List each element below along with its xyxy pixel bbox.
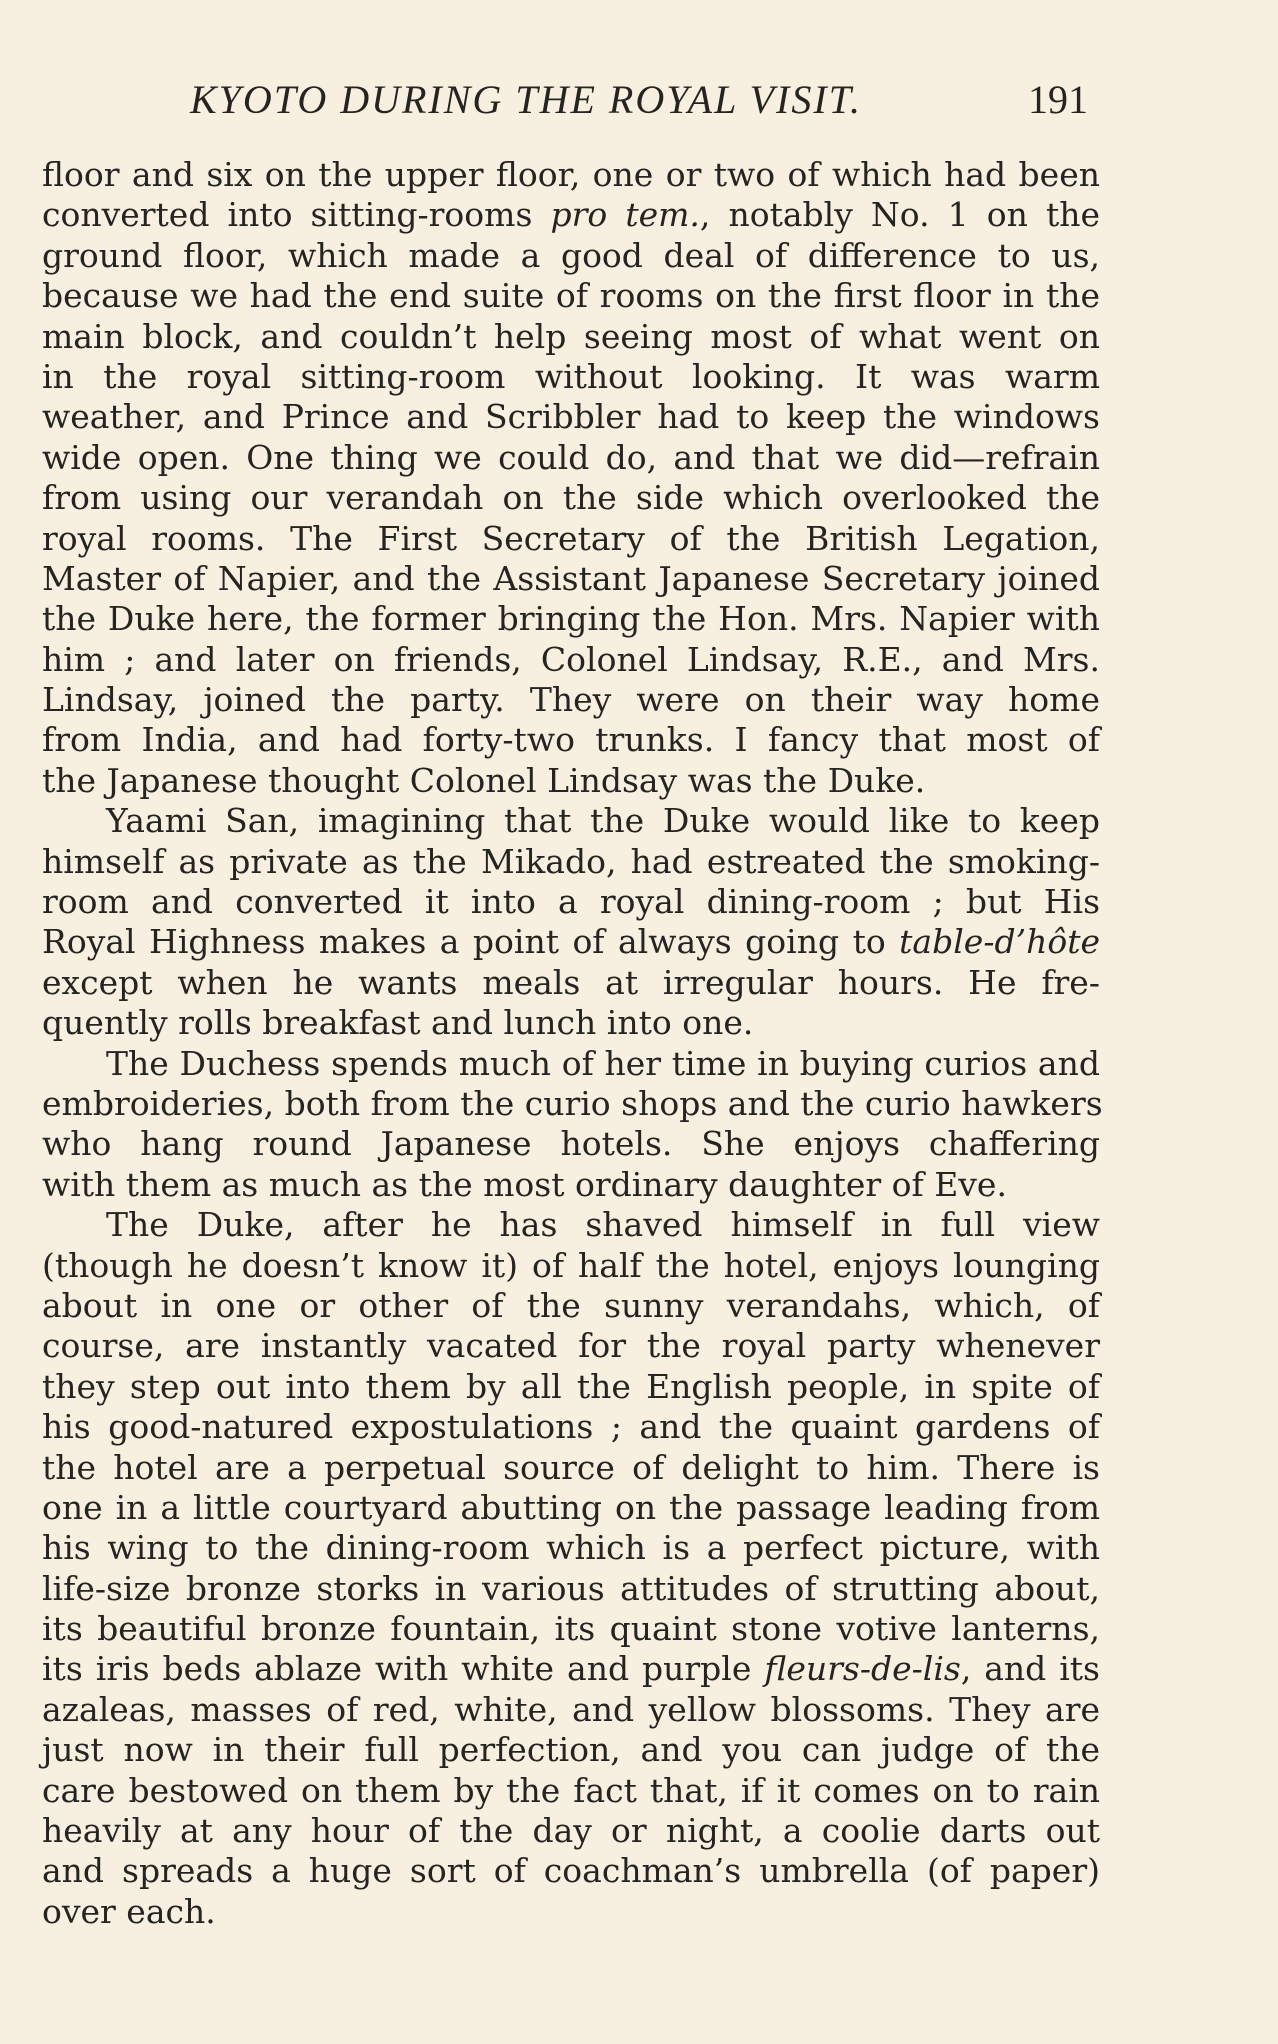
text-line: [42, 195, 1100, 235]
line-text: heavily at any hour of the day or night, a coolie darts out: [42, 1811, 1100, 1851]
line-text: Lindsay, joined the party. They were on their way home: [42, 680, 1100, 720]
line-text: his wing to the dining-room which is a perfect picture, with: [42, 1528, 1100, 1568]
line-text: from using our verandah on the side which overlooked the: [42, 478, 1100, 518]
running-head: KYOTO DURING THE ROYAL VISIT.: [190, 77, 862, 122]
italic-phrase: table-d’hôte: [899, 922, 1100, 962]
text-line: [42, 1569, 1100, 1609]
line-text: ground floor, which made a good deal of difference to us,: [42, 235, 1100, 275]
text-line: [42, 317, 1100, 357]
line-text: royal rooms. The First Secretary of the British Legation,: [42, 518, 1100, 558]
line-text: The Duchess spends much of her time in buying curios and: [106, 1043, 1100, 1083]
line-text: converted into sitting-rooms: [42, 195, 551, 235]
line-text: life-size bronze storks in various attitudes of strutting about,: [42, 1568, 1100, 1608]
text-line: [42, 478, 1100, 518]
text-line: [42, 1367, 1100, 1407]
line-text: , notably No. 1 on the: [699, 195, 1100, 235]
line-text: wide open. One thing we could do, and that we did—refrain: [42, 437, 1100, 477]
text-line: [42, 519, 1100, 559]
line-text: they step out into them by all the English people, in spite of: [42, 1366, 1100, 1406]
line-text: from India, and had forty-two trunks. I fancy that most of: [42, 720, 1100, 760]
text-line: [42, 1165, 1100, 1205]
line-text: the hotel are a perpetual source of delight to him. There is: [42, 1447, 1100, 1487]
line-text: , and its: [960, 1649, 1100, 1689]
line-text: The Duke, after he has shaved himself in full view: [106, 1205, 1100, 1245]
text-line: [42, 720, 1100, 760]
text-line: [42, 1407, 1100, 1447]
line-text: room and converted it into a royal dining-room ; but His: [42, 882, 1100, 922]
line-text: the Duke here, the former bringing the Hon. Mrs. Napier with: [42, 599, 1100, 639]
text-line: [42, 842, 1100, 882]
text-line: [42, 801, 1100, 841]
text-line: [42, 1730, 1100, 1770]
line-text: main block, and couldn’t help seeing most of what went on: [42, 316, 1100, 356]
text-line: [42, 1326, 1100, 1366]
text-line: [42, 882, 1100, 922]
line-text: except when he wants meals at irregular hours. He fre-: [42, 962, 1100, 1002]
text-line: [42, 1528, 1100, 1568]
line-text: over each.: [42, 1891, 216, 1931]
line-text: and spreads a huge sort of coachman’s umbrella (of paper): [42, 1851, 1100, 1891]
text-line: [42, 1124, 1100, 1164]
line-text: azaleas, masses of red, white, and yellow blossoms. They are: [42, 1689, 1100, 1729]
text-line: [42, 963, 1100, 1003]
text-line: [42, 397, 1100, 437]
text-line: [42, 1003, 1100, 1043]
line-text: the Japanese thought Colonel Lindsay was the Duke.: [42, 760, 926, 800]
text-line: [42, 1690, 1100, 1730]
page-number: 191: [1028, 77, 1088, 122]
line-text: care bestowed on them by the fact that, if it comes on to rain: [42, 1770, 1100, 1810]
line-text: who hang round Japanese hotels. She enjoys chaffering: [42, 1124, 1100, 1164]
text-line: [42, 922, 1100, 962]
line-text: Yaami San, imagining that the Duke would like to keep: [106, 801, 1100, 841]
line-text: weather, and Prince and Scribbler had to keep the windows: [42, 397, 1100, 437]
body-text: [42, 155, 1103, 1932]
text-line: [42, 1811, 1100, 1851]
text-line: [42, 1851, 1100, 1891]
line-text: himself as private as the Mikado, had estreated the smoking-: [42, 841, 1100, 881]
line-text: course, are instantly vacated for the royal party whenever: [42, 1326, 1100, 1366]
line-text: him ; and later on friends, Colonel Lindsay, R.E., and Mrs.: [42, 639, 1100, 679]
text-line: [42, 276, 1100, 316]
italic-phrase: fleurs-de-lis: [764, 1649, 961, 1689]
line-text: because we had the end suite of rooms on the first floor in the: [42, 276, 1100, 316]
text-line: [42, 155, 1100, 195]
text-line: [42, 1286, 1100, 1326]
line-text: his good-natured expostulations ; and the quaint gardens of: [42, 1407, 1100, 1447]
page-header: [0, 70, 1278, 130]
line-text: in the royal sitting-room without looking. It was warm: [42, 356, 1100, 396]
line-text: quently rolls breakfast and lunch into one.: [42, 1003, 754, 1043]
line-text: its beautiful bronze fountain, its quaint stone votive lanterns,: [42, 1609, 1100, 1649]
line-text: (though he doesn’t know it) of half the hotel, enjoys lounging: [42, 1245, 1100, 1285]
line-text: embroideries, both from the curio shops and the curio hawkers: [42, 1083, 1103, 1123]
text-line: [42, 1205, 1100, 1245]
line-text: its iris beds ablaze with white and purple: [42, 1649, 765, 1689]
text-line: [42, 1892, 1100, 1932]
text-line: [42, 761, 1100, 801]
line-text: one in a little courtyard abutting on the passage leading from: [42, 1487, 1100, 1527]
line-text: Royal Highness makes a point of always going to: [42, 922, 900, 962]
line-text: about in one or other of the sunny verandahs, which, of: [42, 1285, 1100, 1325]
text-line: [42, 438, 1100, 478]
text-line: [42, 1649, 1100, 1689]
text-line: [42, 1609, 1100, 1649]
text-line: [42, 1771, 1100, 1811]
text-line: [42, 559, 1100, 599]
text-line: [42, 1488, 1100, 1528]
line-text: Master of Napier, and the Assistant Japanese Secretary joined: [42, 558, 1100, 598]
text-line: [42, 1246, 1100, 1286]
line-text: with them as much as the most ordinary daughter of Eve.: [42, 1164, 1007, 1204]
text-line: [42, 1044, 1100, 1084]
text-line: [42, 357, 1100, 397]
text-line: [42, 599, 1100, 639]
text-line: [42, 640, 1100, 680]
text-line: [42, 1448, 1100, 1488]
line-text: just now in their full perfection, and you can judge of the: [42, 1730, 1100, 1770]
text-line: [42, 236, 1100, 276]
text-line: [42, 1083, 1103, 1124]
line-text: floor and six on the upper floor, one or two of which had been: [42, 155, 1100, 194]
text-line: [42, 680, 1100, 720]
italic-phrase: pro tem.: [550, 195, 700, 235]
